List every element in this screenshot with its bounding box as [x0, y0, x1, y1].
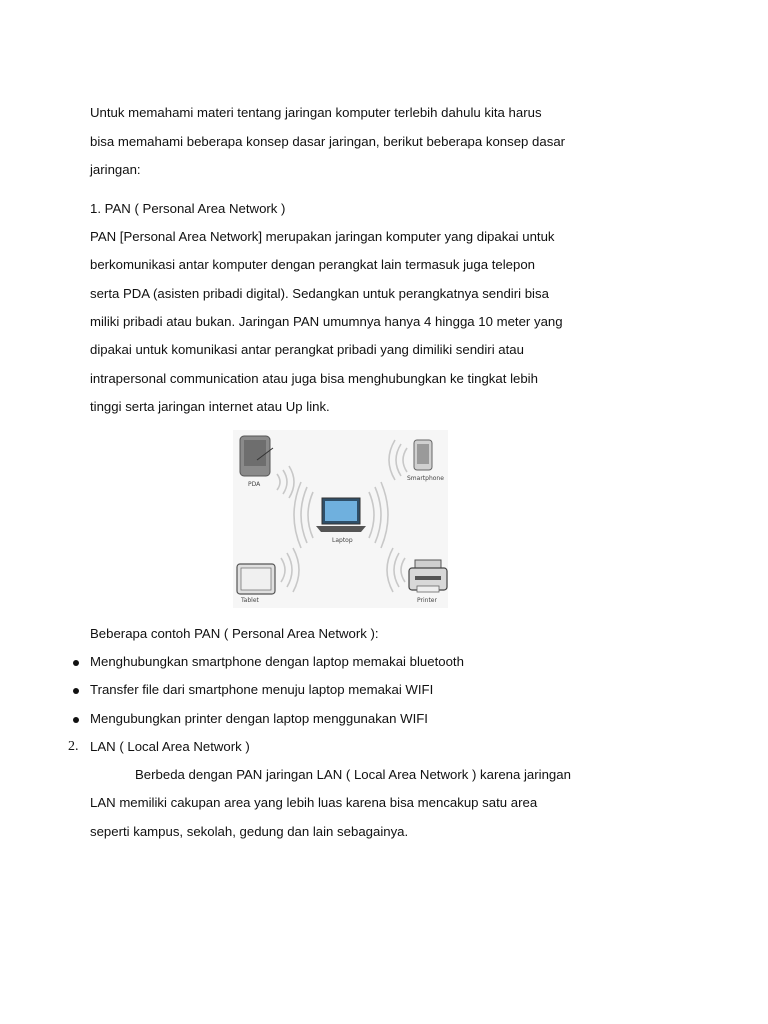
- smartphone-icon: [414, 440, 432, 470]
- pan-paragraph-line-1: PAN [Personal Area Network] merupakan jaringan komputer yang dipakai untuk: [90, 229, 555, 244]
- pan-heading: 1. PAN ( Personal Area Network ): [90, 201, 286, 216]
- pan-paragraph-line-2: berkomunikasi antar komputer dengan perangkat lain termasuk juga telepon: [90, 257, 535, 272]
- lan-paragraph-line-2: LAN memiliki cakupan area yang lebih luas karena bisa mencakup satu area: [90, 795, 538, 810]
- intro-line-1: Untuk memahami materi tentang jaringan komputer terlebih dahulu kita harus: [90, 105, 542, 120]
- lan-heading: LAN ( Local Area Network ): [90, 739, 250, 754]
- pan-paragraph-line-7: tinggi serta jaringan internet atau Up link.: [90, 399, 330, 414]
- tablet-label: Tablet: [241, 597, 259, 604]
- pan-example-item-2: Transfer file dari smartphone menuju laptop memakai WIFI: [90, 682, 434, 697]
- pan-example-item-1: Menghubungkan smartphone dengan laptop memakai bluetooth: [90, 654, 464, 669]
- bullet-dot-icon: [73, 660, 79, 666]
- intro-line-3: jaringan:: [90, 162, 141, 177]
- printer-icon: [409, 560, 447, 592]
- laptop-label: Laptop: [332, 537, 353, 544]
- pan-paragraph-line-4: miliki pribadi atau bukan. Jaringan PAN umumnya hanya 4 hingga 10 meter yang: [90, 314, 563, 329]
- bullet-dot-icon: [73, 688, 79, 694]
- lan-paragraph-line-1: Berbeda dengan PAN jaringan LAN ( Local Area Network ) karena jaringan: [135, 767, 571, 782]
- laptop-icon: [316, 498, 366, 532]
- pan-paragraph-line-5: dipakai untuk komunikasi antar perangkat pribadi yang dimiliki sendiri atau: [90, 342, 524, 357]
- pda-label: PDA: [248, 481, 261, 488]
- pda-icon: [240, 436, 273, 476]
- bullet-dot-icon: [73, 717, 79, 723]
- pan-examples-heading: Beberapa contoh PAN ( Personal Area Network ):: [90, 626, 379, 641]
- tablet-icon: [237, 564, 275, 594]
- pan-example-item-3: Mengubungkan printer dengan laptop menggunakan WIFI: [90, 711, 428, 726]
- lan-paragraph-line-3: seperti kampus, sekolah, gedung dan lain sebagainya.: [90, 824, 409, 839]
- printer-label: Printer: [417, 597, 437, 604]
- pan-paragraph-line-3: serta PDA (asisten pribadi digital). Sedangkan untuk perangkatnya sendiri bisa: [90, 286, 549, 301]
- lan-number: 2.: [68, 739, 79, 754]
- pan-network-diagram: [233, 430, 448, 608]
- intro-line-2: bisa memahami beberapa konsep dasar jaringan, berikut beberapa konsep dasar: [90, 134, 566, 149]
- pan-paragraph-line-6: intrapersonal communication atau juga bisa menghubungkan ke tingkat lebih: [90, 371, 538, 386]
- smartphone-label: Smartphone: [407, 475, 444, 482]
